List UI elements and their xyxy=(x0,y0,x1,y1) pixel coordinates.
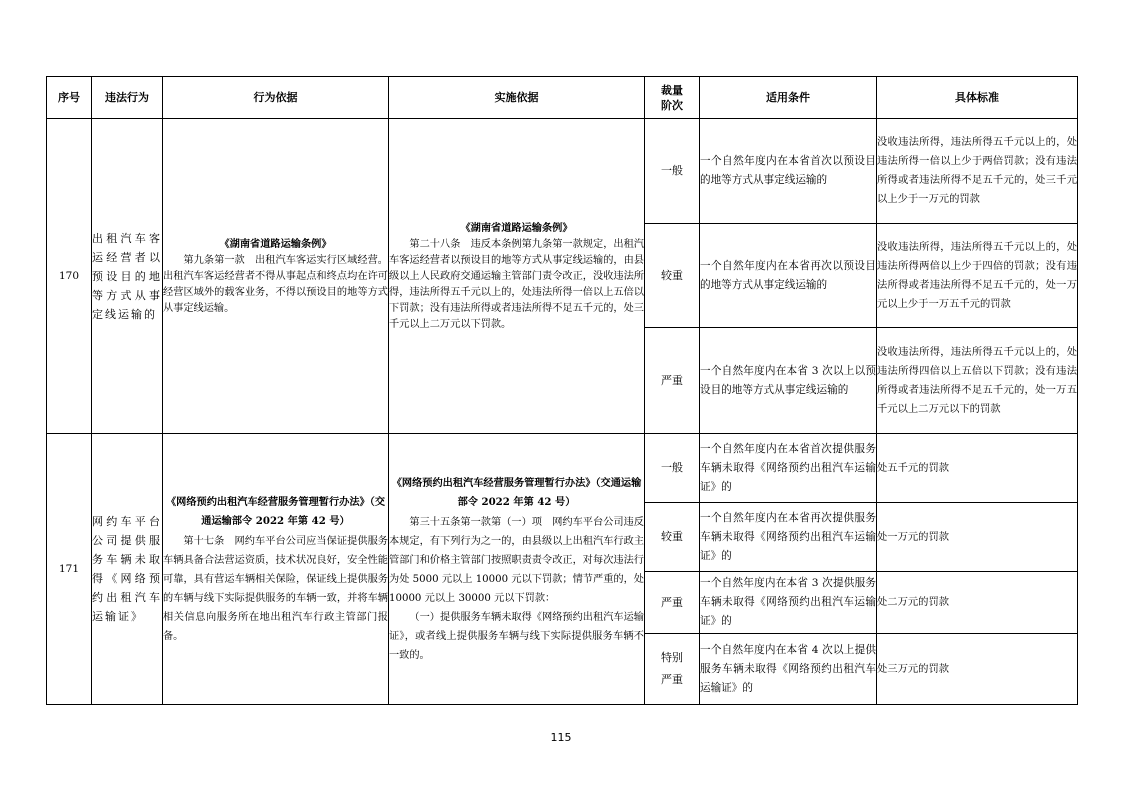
row-number: 170 xyxy=(47,119,92,434)
impl-law-item: （一）提供服务车辆未取得《网络预约出租汽车运输证》，或者线上提供服务车辆与线下实际提供服务车辆不一致的。 xyxy=(389,611,644,661)
condition-cell: 一个自然年度内在本省 3 次提供服务车辆未取得《网络预约出租汽车运输证》的 xyxy=(700,572,877,634)
condition-cell: 一个自然年度内在本省再次提供服务车辆未取得《网络预约出租汽车运输证》的 xyxy=(700,503,877,572)
header-cond: 适用条件 xyxy=(700,77,877,119)
standard-cell: 处五千元的罚款 xyxy=(877,434,1078,503)
page-number: 115 xyxy=(550,731,572,744)
level-cell: 一般 xyxy=(645,119,700,224)
behavior-basis xyxy=(163,119,389,434)
condition-cell: 一个自然年度内在本省再次以预设目的地等方式从事定线运输的 xyxy=(700,224,877,328)
penalty-standards-table xyxy=(46,76,1078,705)
row-number: 171 xyxy=(47,434,92,705)
basis-law-title: 《湖南省道路运输条例》 xyxy=(219,237,332,250)
violation-act: 出租汽车客运经营者以预设目的地等方式从事定线运输的 xyxy=(92,119,163,434)
implementation-basis xyxy=(389,434,645,705)
condition-cell: 一个自然年度内在本省首次提供服务车辆未取得《网络预约出租汽车运输证》的 xyxy=(700,434,877,503)
basis-law-text: 第九条第一款 出租汽车客运实行区域经营。出租汽车客运经营者不得从事起点和终点均在许可经营区域外的载客业务，不得以预设目的地等方式从事定线运输。 xyxy=(163,254,388,314)
header-num: 序号 xyxy=(47,77,92,119)
implementation-basis xyxy=(389,119,645,434)
standard-cell: 没收违法所得，违法所得五千元以上的，处违法所得一倍以上少于两倍罚款；没有违法所得或者违法所得不足五千元的，处三千元以上少于一万元的罚款 xyxy=(877,119,1078,224)
standard-cell: 处三万元的罚款 xyxy=(877,634,1078,705)
standard-cell: 处二万元的罚款 xyxy=(877,572,1078,634)
level-cell: 特别 严重 xyxy=(645,634,700,705)
level-cell: 严重 xyxy=(645,328,700,434)
table-row xyxy=(47,434,1078,503)
level-cell: 较重 xyxy=(645,503,700,572)
basis-law-title: 《网络预约出租汽车经营服务管理暂行办法》（交通运输部令 2022 年第 42 号） xyxy=(165,495,386,527)
table-row xyxy=(47,119,1078,224)
header-std: 具体标准 xyxy=(877,77,1078,119)
impl-law-text: 第三十五条第一款第（一）项 网约车平台公司违反本规定，有下列行为之一的，由县级以上出租汽车行政主管部门和价格主管部门按照职责责令改正，对每次违法行为处 5000 元以上 10000 元以下罚款；情节严重的，处 10000 元以上 30000 元以下罚款： xyxy=(389,516,644,604)
standard-cell: 没收违法所得，违法所得五千元以上的，处违法所得两倍以上少于四倍的罚款；没有违法所得或者违法所得不足五千元的，处一万元以上少于一万五千元的罚款 xyxy=(877,224,1078,328)
impl-law-title: 《湖南省道路运输条例》 xyxy=(460,221,573,234)
header-act: 违法行为 xyxy=(92,77,163,119)
impl-law-title: 《网络预约出租汽车经营服务管理暂行办法》（交通运输部令 2022 年第 42 号） xyxy=(391,476,642,508)
level-cell: 严重 xyxy=(645,572,700,634)
condition-cell: 一个自然年度内在本省 3 次以上以预设目的地等方式从事定线运输的 xyxy=(700,328,877,434)
impl-law-text: 第二十八条 违反本条例第九条第一款规定，出租汽车客运经营者以预设目的地等方式从事定线运输的，由县级以上人民政府交通运输主管部门责令改正，没收违法所得，违法所得五千元以上的，处违法所得一倍以上五倍以下罚款；没有违法所得或者违法所得不足五千元的，处三千元以上二万元以下罚款。 xyxy=(389,238,644,330)
header-impl: 实施依据 xyxy=(389,77,645,119)
behavior-basis xyxy=(163,434,389,705)
header-level: 裁量 阶次 xyxy=(645,77,700,119)
violation-act: 网约车平台公司提供服务车辆未取得《网络预约出租汽车运输证》 xyxy=(92,434,163,705)
standard-cell: 处一万元的罚款 xyxy=(877,503,1078,572)
level-cell: 较重 xyxy=(645,224,700,328)
level-cell: 一般 xyxy=(645,434,700,503)
table-header-row xyxy=(47,77,1078,119)
condition-cell: 一个自然年度内在本省首次以预设目的地等方式从事定线运输的 xyxy=(700,119,877,224)
standard-cell: 没收违法所得，违法所得五千元以上的，处违法所得四倍以上五倍以下罚款；没有违法所得或者违法所得不足五千元的，处一万五千元以上二万元以下的罚款 xyxy=(877,328,1078,434)
basis-law-text: 第十七条 网约车平台公司应当保证提供服务车辆具备合法营运资质，技术状况良好，安全性能可靠，具有营运车辆相关保险，保证线上提供服务的车辆与线下实际提供服务的车辆一致，并将车辆相关信息向服务所在地出租汽车行政主管部门报备。 xyxy=(163,535,388,642)
condition-cell: 一个自然年度内在本省 4 次以上提供服务车辆未取得《网络预约出租汽车运输证》的 xyxy=(700,634,877,705)
header-basis: 行为依据 xyxy=(163,77,389,119)
